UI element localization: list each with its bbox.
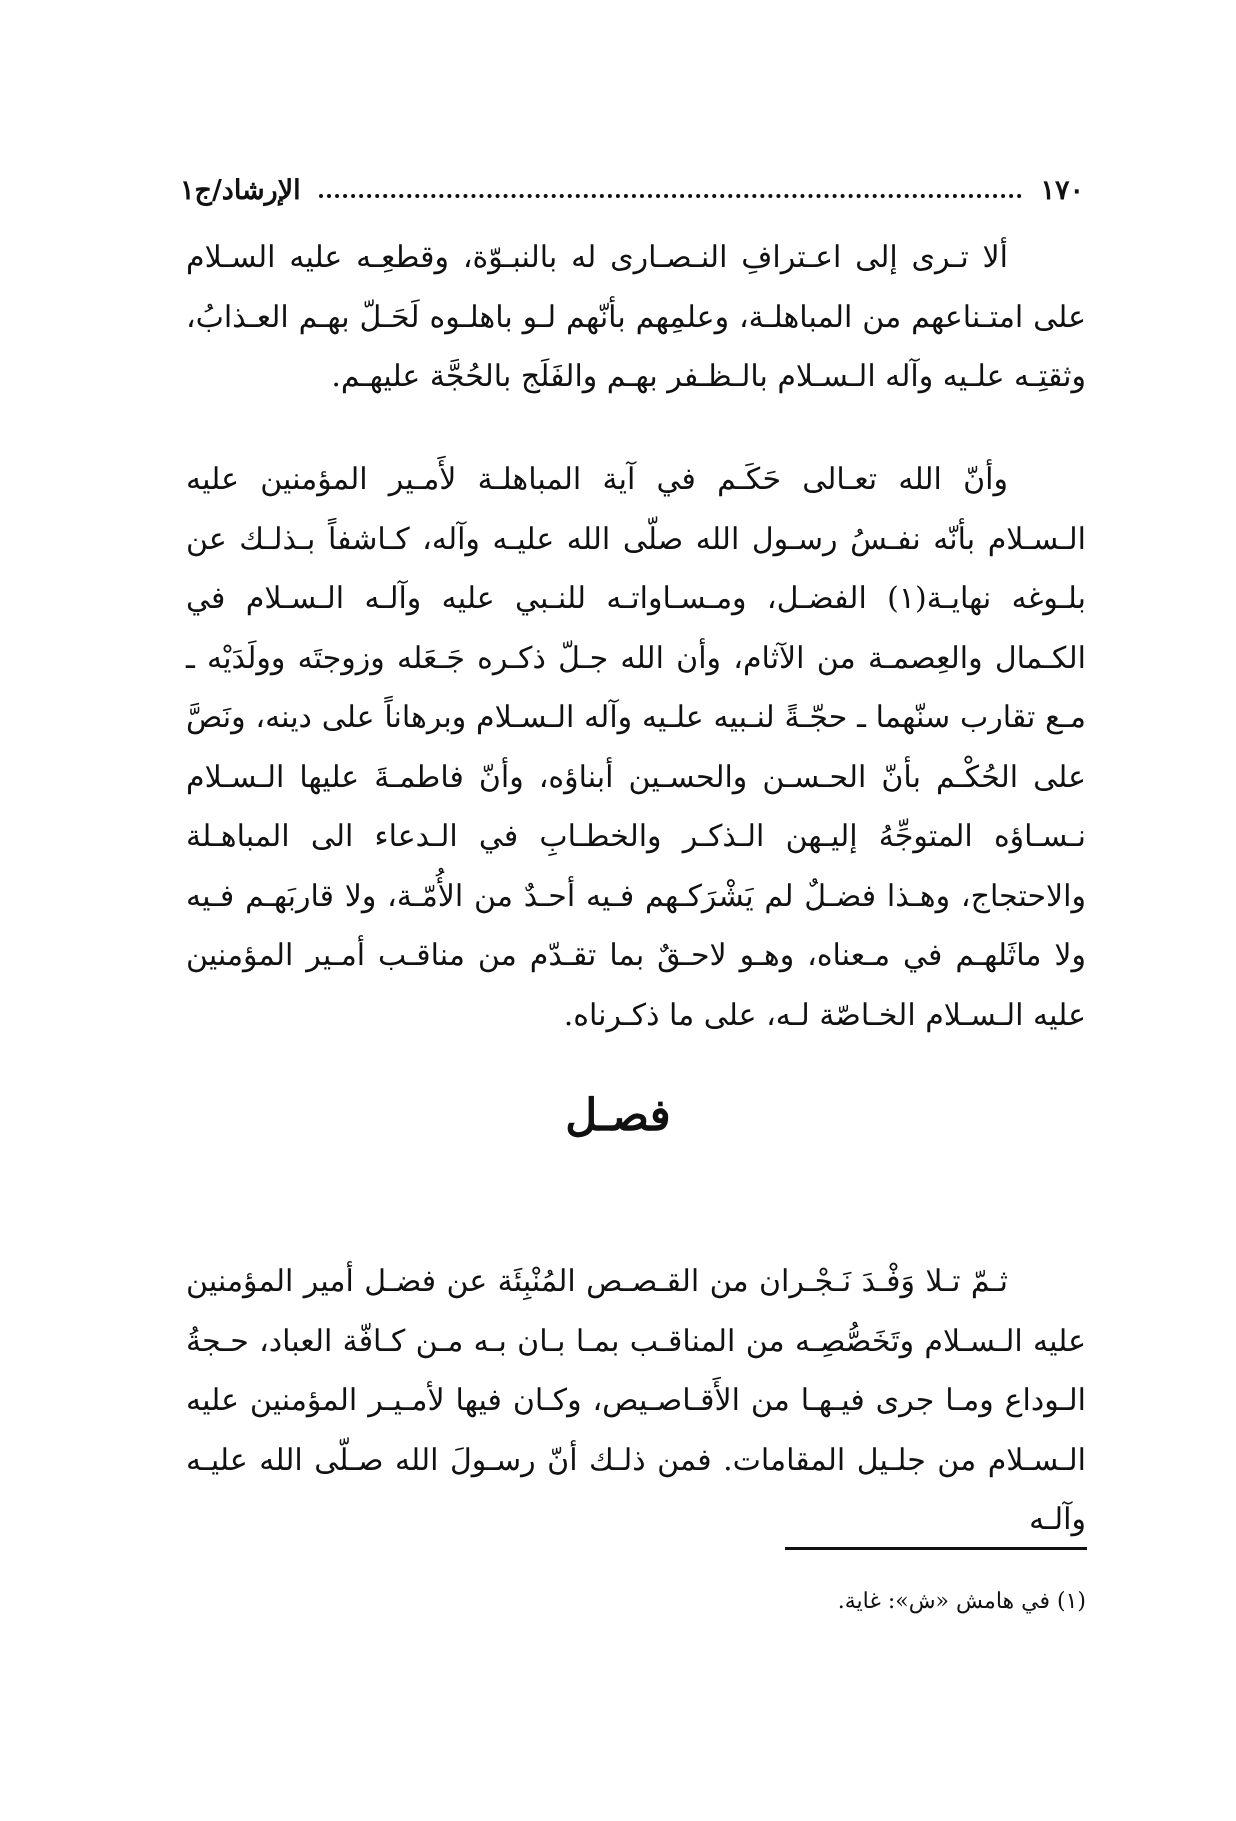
footnote-separator bbox=[785, 1547, 1087, 1550]
paragraph-1-block bbox=[186, 228, 1086, 407]
running-title: الإرشاد/ج١ bbox=[180, 174, 301, 206]
paragraph-2: وأنّ الله تعـالى حَكَـم في آية المباهلـة لأَمـير المؤمنين عليه الـسـلام بأنّه نفـسُ رسـول الله صلّى الله عليـه وآله، كـاشفاً بـذلـك عن بلـوغه نهايـة(١) الفضـل، ومـسـاواتـه للنـبي عليه وآلـه الـسـلام في الكـمال والعِصمـة من الآثام، وأن الله جـلّ ذكـره جَـعَله وزوجتَه وولَدَيْه ـ مـع تقارب سنّهما ـ حجّـةً لنـبيه علـيه وآله الـسـلام وبرهاناً على دينه، ونَصَّ على الحُكْـم بأنّ الحـسـن والحسـين أبناؤه، وأنّ فاطمـةَ عليها الـسـلام نـسـاؤه المتوجِّهُ إليـهن الـذكـر والخطـابِ في الـدعاء الى المباهـلة والاحتجاج، وهـذا فضـلٌ لم يَشْرَكـهم فـيه أحـدٌ من الأُمّـة، ولا قاربَهـم فـيه ولا ماثَلهـم في مـعناه، وهـو لاحـقٌ بما تقـدّم من مناقـب أمـير المؤمنين عليه الـسـلام الخـاصّة لـه، على ما ذكـرناه. bbox=[186, 462, 1087, 1033]
paragraph-3: ثـمّ تـلا وَفْـدَ نَـجْـران من القـصـص المُنْبِئَة عن فضـل أمير المؤمنين عليه الـسـلام وتَخَصُّصِـه من المناقـب بمـا بـان بـه مـن كـافّة العباد، حـجةُ الـوداع ومـا جرى فيـهـا من الأَقـاصـيص، وكـان فيها لأمـيـر المؤمنين عليه الـسـلام من جلـيل المقامات. فمن ذلـك أنّ رسـولَ الله صـلّى الله عليـه وآلـه bbox=[186, 1264, 1086, 1537]
footnote: (١) في هامش «ش»: غاية. bbox=[837, 1589, 1086, 1614]
paragraph-2-block bbox=[186, 450, 1086, 1045]
running-header bbox=[180, 168, 1084, 212]
dotted-leader bbox=[319, 194, 1023, 198]
section-heading: فصـل bbox=[565, 1090, 671, 1141]
paragraph-3-block bbox=[186, 1252, 1086, 1550]
paragraph-1: ألا تـرى إلى اعـترافِ النـصـارى له بالنبـوّة، وقطعِـه عليه السـلام على امتـناعهم من المباهلـة، وعلمِهم بأنّهم لـو باهلـوه لَحَـلّ بهـم العـذابُ، وثقتِـه علـيه وآله الـسـلام بالـظـفر بهـم والفَلَج بالحُجَّة عليهـم. bbox=[186, 240, 1086, 394]
page-number: ١٧٠ bbox=[1040, 174, 1084, 206]
